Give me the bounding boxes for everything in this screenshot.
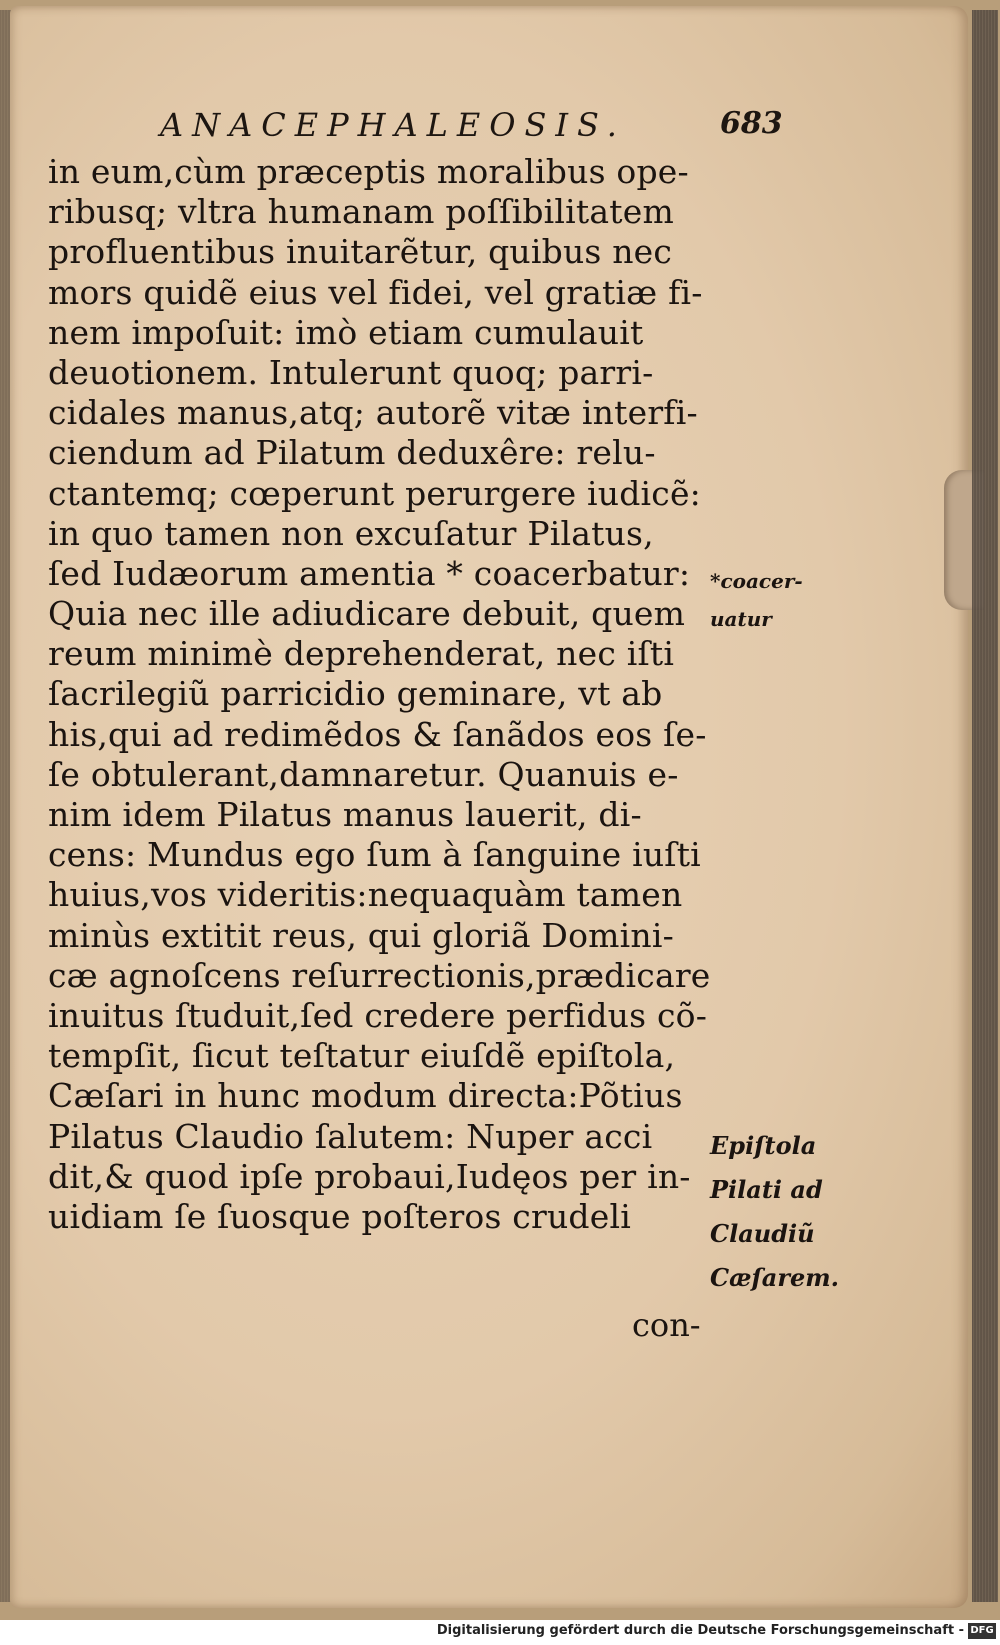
text-line: uidiam ſe ſuosque poſteros crudeli [48,1196,631,1236]
text-line: mors quidẽ eius vel fidei, vel gratiæ fi- [48,272,703,312]
text-line: profluentibus inuitarẽtur, quibus nec [48,232,673,272]
text-line: cens: Mundus ego ſum à ſanguine iuſti [48,835,701,875]
marginal-note-coacervatur [710,562,840,638]
text-line: ribusq; vltra humanam poſſibilitatem [48,192,674,232]
running-head: ANACEPHALEOSIS. [160,106,626,144]
body-text [48,152,748,1237]
text-line: deuotionem. Intulerunt quoq; parri- [48,352,654,392]
text-line: Pilatus Claudio ſalutem: Nuper acci [48,1116,653,1156]
text-line: cidales manus,atq; autorẽ vitæ interfi- [48,393,698,433]
text-line: dit,& quod ipſe probaui,Iudęos per in- [48,1156,691,1196]
text-line: ſacrilegiũ parricidio geminare, vt ab [48,674,663,714]
marginal-line: *coacer- [710,569,803,593]
marginal-line: Epiſtola [710,1131,817,1160]
marginal-line: uatur [710,607,772,631]
dfg-logo-icon: DFG [968,1623,996,1639]
text-line: inuitus ſtuduit,ſed credere perfidus cõ- [48,995,708,1035]
text-line: Cæſari in hunc modum directa:Põtius [48,1076,683,1116]
page-header [160,106,800,150]
book-page [10,6,968,1608]
page-edge-right [972,10,998,1602]
marginal-line: Claudiũ [710,1219,815,1248]
text-line: nim idem Pilatus manus lauerit, di- [48,795,642,834]
text-line: ctantemq; cœperunt perurgere iudicẽ: [48,473,702,513]
catchword: con- [632,1306,701,1344]
text-line: tempſit, ſicut teſtatur eiuſdẽ epiſtola, [48,1036,676,1076]
dfg-credit: Digitalisierung gefördert durch die Deutsche Forschungsgemeinschaft - [436,1623,964,1638]
footer-bar [0,1620,1000,1645]
text-line: ciendum ad Pilatum deduxêre: relu- [48,433,656,473]
text-line: his,qui ad redimẽdos & ſanãdos eos ſe- [48,714,707,754]
text-line: reum minimè deprehenderat, nec iſti [48,634,675,674]
text-line: cæ agnoſcens reſurrectionis,prædicare [48,955,711,995]
marginal-line: Cæſarem. [710,1263,839,1292]
page-number: 683 [720,106,783,141]
text-line: minùs extitit reus, qui gloriã Domini- [48,915,674,955]
text-line: ſe obtulerant,damnaretur. Quanuis e- [48,754,679,794]
text-line: in quo tamen non excuſatur Pilatus, [48,513,654,553]
marginal-note-epistola [710,1124,840,1300]
text-line: in eum,cùm præceptis moralibus ope- [48,152,689,191]
text-line: nem impoſuit: imò etiam cumulauit [48,312,644,352]
text-line: ſed Iudæorum amentia * coacerbatur: [48,553,691,593]
text-line: Quia nec ille adiudicare debuit, quem [48,594,686,634]
marginal-line: Pilati ad [710,1175,823,1204]
text-line: huius,vos videritis:nequaquàm tamen [48,875,683,915]
